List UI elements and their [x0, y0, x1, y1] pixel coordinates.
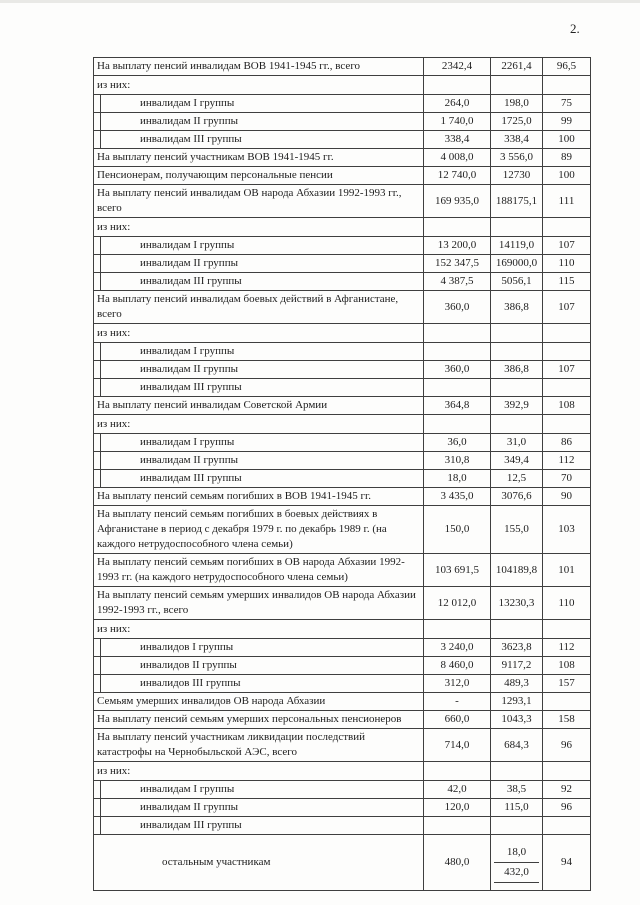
plan-value-cell: 714,0	[424, 729, 491, 762]
percent-cell	[543, 379, 591, 397]
row-label: инвалидам I группы	[94, 95, 424, 113]
stacked-value: 432,0	[494, 863, 539, 883]
table-row	[94, 324, 591, 343]
table-row	[94, 693, 591, 711]
table-row	[94, 273, 591, 291]
table-row	[94, 167, 591, 185]
percent-cell: 107	[543, 237, 591, 255]
row-label: из них:	[94, 620, 424, 639]
plan-value-cell: 36,0	[424, 434, 491, 452]
plan-value-cell	[424, 762, 491, 781]
row-label: инвалидам I группы	[94, 237, 424, 255]
plan-value-cell: 338,4	[424, 131, 491, 149]
percent-cell: 101	[543, 554, 591, 587]
table-row	[94, 781, 591, 799]
percent-cell: 100	[543, 167, 591, 185]
plan-value-cell: 42,0	[424, 781, 491, 799]
fact-value-cell: 5056,1	[491, 273, 543, 291]
fact-value-cell: 38,5	[491, 781, 543, 799]
row-label: инвалидам I группы	[94, 343, 424, 361]
plan-value-cell	[424, 324, 491, 343]
plan-value-cell: 12 012,0	[424, 587, 491, 620]
row-label: инвалидам I группы	[94, 434, 424, 452]
plan-value-cell: 310,8	[424, 452, 491, 470]
percent-cell: 96,5	[543, 58, 591, 76]
row-label: На выплату пенсий участникам ВОВ 1941-1945 гг.	[94, 149, 424, 167]
fact-value-cell	[491, 817, 543, 835]
fact-value-cell: 3 556,0	[491, 149, 543, 167]
plan-value-cell: 13 200,0	[424, 237, 491, 255]
table-row	[94, 361, 591, 379]
table-row	[94, 343, 591, 361]
table-row	[94, 415, 591, 434]
table-row	[94, 488, 591, 506]
percent-cell: 108	[543, 657, 591, 675]
table-row	[94, 218, 591, 237]
table-row	[94, 835, 591, 891]
plan-value-cell	[424, 379, 491, 397]
stacked-value: 18,0	[494, 843, 539, 863]
fact-value-cell	[491, 76, 543, 95]
plan-value-cell: 12 740,0	[424, 167, 491, 185]
table-row	[94, 657, 591, 675]
table-row	[94, 76, 591, 95]
fact-value-cell	[491, 762, 543, 781]
fact-value-cell: 14119,0	[491, 237, 543, 255]
plan-value-cell	[424, 343, 491, 361]
row-label: На выплату пенсий семьям умерших инвалидов ОВ народа Абхазии 1992-1993 гг., всего	[94, 587, 424, 620]
fact-value-cell: 489,3	[491, 675, 543, 693]
plan-value-cell: 264,0	[424, 95, 491, 113]
plan-value-cell: 364,8	[424, 397, 491, 415]
pension-table-body	[94, 58, 591, 891]
plan-value-cell	[424, 76, 491, 95]
percent-cell: 96	[543, 729, 591, 762]
fact-value-cell: 115,0	[491, 799, 543, 817]
plan-value-cell: 152 347,5	[424, 255, 491, 273]
row-label: инвалидам III группы	[94, 273, 424, 291]
table-row	[94, 452, 591, 470]
row-label: инвалидам II группы	[94, 799, 424, 817]
table-row	[94, 113, 591, 131]
fact-value-cell: 12730	[491, 167, 543, 185]
row-label: из них:	[94, 76, 424, 95]
percent-cell: 158	[543, 711, 591, 729]
table-row	[94, 711, 591, 729]
fact-value-cell	[491, 379, 543, 397]
row-label: из них:	[94, 324, 424, 343]
table-row	[94, 620, 591, 639]
stacked-values	[494, 843, 539, 883]
percent-cell: 99	[543, 113, 591, 131]
fact-value-cell-split	[491, 835, 543, 891]
fact-value-cell: 198,0	[491, 95, 543, 113]
percent-cell: 75	[543, 95, 591, 113]
plan-value-cell	[424, 620, 491, 639]
percent-cell	[543, 415, 591, 434]
percent-cell: 70	[543, 470, 591, 488]
table-row	[94, 58, 591, 76]
plan-value-cell: 18,0	[424, 470, 491, 488]
row-label: На выплату пенсий семьям погибших в ОВ народа Абхазии 1992-1993 гг. (на каждого нетрудоспособного члена семьи)	[94, 554, 424, 587]
table-row	[94, 554, 591, 587]
fact-value-cell: 1043,3	[491, 711, 543, 729]
table-row	[94, 587, 591, 620]
percent-cell: 94	[543, 835, 591, 891]
plan-value-cell: 120,0	[424, 799, 491, 817]
table-row	[94, 237, 591, 255]
table-row	[94, 639, 591, 657]
plan-value-cell: 3 240,0	[424, 639, 491, 657]
row-label: из них:	[94, 415, 424, 434]
plan-value-cell: 2342,4	[424, 58, 491, 76]
row-label: инвалидам II группы	[94, 255, 424, 273]
fact-value-cell: 155,0	[491, 506, 543, 554]
row-label: На выплату пенсий семьям погибших в ВОВ 1941-1945 гг.	[94, 488, 424, 506]
percent-cell	[543, 76, 591, 95]
fact-value-cell: 1293,1	[491, 693, 543, 711]
table-row	[94, 729, 591, 762]
fact-value-cell: 188175,1	[491, 185, 543, 218]
pension-payments-table	[93, 57, 591, 891]
percent-cell: 110	[543, 255, 591, 273]
fact-value-cell: 349,4	[491, 452, 543, 470]
row-label: На выплату пенсий семьям погибших в боевых действиях в Афганистане в период с декабря 1979 г. по декабрь 1989 г. (на каждого нетрудоспособного члена семьи)	[94, 506, 424, 554]
table-row	[94, 506, 591, 554]
percent-cell: 92	[543, 781, 591, 799]
fact-value-cell: 338,4	[491, 131, 543, 149]
percent-cell	[543, 324, 591, 343]
row-label: из них:	[94, 762, 424, 781]
row-label: Пенсионерам, получающим персональные пенсии	[94, 167, 424, 185]
fact-value-cell: 3076,6	[491, 488, 543, 506]
table-row	[94, 762, 591, 781]
fact-value-cell: 13230,3	[491, 587, 543, 620]
row-label: На выплату пенсий инвалидам ОВ народа Абхазии 1992-1993 гг., всего	[94, 185, 424, 218]
percent-cell: 103	[543, 506, 591, 554]
row-label: инвалидам II группы	[94, 452, 424, 470]
percent-cell	[543, 218, 591, 237]
table-row	[94, 434, 591, 452]
table-row	[94, 817, 591, 835]
table-row	[94, 149, 591, 167]
plan-value-cell	[424, 817, 491, 835]
fact-value-cell: 1725,0	[491, 113, 543, 131]
table-row	[94, 185, 591, 218]
row-label: инвалидам I группы	[94, 781, 424, 799]
row-label: инвалидам III группы	[94, 379, 424, 397]
percent-cell: 112	[543, 452, 591, 470]
fact-value-cell: 386,8	[491, 291, 543, 324]
fact-value-cell: 2261,4	[491, 58, 543, 76]
table-row	[94, 379, 591, 397]
fact-value-cell: 684,3	[491, 729, 543, 762]
percent-cell	[543, 343, 591, 361]
plan-value-cell: 360,0	[424, 361, 491, 379]
row-label: инвалидам II группы	[94, 361, 424, 379]
plan-value-cell: -	[424, 693, 491, 711]
percent-cell: 90	[543, 488, 591, 506]
plan-value-cell: 660,0	[424, 711, 491, 729]
row-label: Семьям умерших инвалидов ОВ народа Абхазии	[94, 693, 424, 711]
plan-value-cell: 103 691,5	[424, 554, 491, 587]
table-row	[94, 470, 591, 488]
fact-value-cell: 31,0	[491, 434, 543, 452]
plan-value-cell: 4 387,5	[424, 273, 491, 291]
row-label: инвалидов II группы	[94, 657, 424, 675]
row-label: инвалидам III группы	[94, 817, 424, 835]
fact-value-cell: 169000,0	[491, 255, 543, 273]
percent-cell: 96	[543, 799, 591, 817]
fact-value-cell	[491, 218, 543, 237]
row-label: На выплату пенсий инвалидам Советской Армии	[94, 397, 424, 415]
percent-cell: 108	[543, 397, 591, 415]
fact-value-cell: 386,8	[491, 361, 543, 379]
row-label: остальным участникам	[94, 835, 424, 891]
table-row	[94, 95, 591, 113]
percent-cell: 100	[543, 131, 591, 149]
fact-value-cell	[491, 343, 543, 361]
plan-value-cell: 4 008,0	[424, 149, 491, 167]
table-row	[94, 799, 591, 817]
table-row	[94, 255, 591, 273]
row-label: из них:	[94, 218, 424, 237]
row-label: инвалидов I группы	[94, 639, 424, 657]
plan-value-cell	[424, 415, 491, 434]
plan-value-cell: 1 740,0	[424, 113, 491, 131]
row-label: На выплату пенсий участникам ликвидации последствий катастрофы на Чернобыльской АЭС, всего	[94, 729, 424, 762]
row-label: инвалидам III группы	[94, 131, 424, 149]
percent-cell: 89	[543, 149, 591, 167]
fact-value-cell	[491, 415, 543, 434]
percent-cell: 112	[543, 639, 591, 657]
plan-value-cell	[424, 218, 491, 237]
plan-value-cell: 8 460,0	[424, 657, 491, 675]
row-label: На выплату пенсий инвалидам ВОВ 1941-1945 гг., всего	[94, 58, 424, 76]
table-row	[94, 131, 591, 149]
fact-value-cell: 9117,2	[491, 657, 543, 675]
percent-cell: 111	[543, 185, 591, 218]
row-label: инвалидам III группы	[94, 470, 424, 488]
percent-cell	[543, 620, 591, 639]
percent-cell: 157	[543, 675, 591, 693]
plan-value-cell: 169 935,0	[424, 185, 491, 218]
table-row	[94, 675, 591, 693]
plan-value-cell: 3 435,0	[424, 488, 491, 506]
fact-value-cell	[491, 324, 543, 343]
percent-cell	[543, 762, 591, 781]
plan-value-cell: 360,0	[424, 291, 491, 324]
percent-cell	[543, 693, 591, 711]
fact-value-cell: 3623,8	[491, 639, 543, 657]
fact-value-cell	[491, 620, 543, 639]
row-label: инвалидов III группы	[94, 675, 424, 693]
fact-value-cell: 104189,8	[491, 554, 543, 587]
percent-cell: 86	[543, 434, 591, 452]
percent-cell: 107	[543, 291, 591, 324]
plan-value-cell: 480,0	[424, 835, 491, 891]
row-label: На выплату пенсий инвалидам боевых действий в Афганистане, всего	[94, 291, 424, 324]
percent-cell: 107	[543, 361, 591, 379]
row-label: На выплату пенсий семьям умерших персональных пенсионеров	[94, 711, 424, 729]
row-label: инвалидам II группы	[94, 113, 424, 131]
fact-value-cell: 392,9	[491, 397, 543, 415]
percent-cell: 110	[543, 587, 591, 620]
scanner-edge-artifact	[0, 0, 640, 3]
percent-cell	[543, 817, 591, 835]
fact-value-cell: 12,5	[491, 470, 543, 488]
percent-cell: 115	[543, 273, 591, 291]
plan-value-cell: 312,0	[424, 675, 491, 693]
plan-value-cell: 150,0	[424, 506, 491, 554]
page-number: 2.	[570, 21, 580, 36]
table-row	[94, 397, 591, 415]
table-row	[94, 291, 591, 324]
